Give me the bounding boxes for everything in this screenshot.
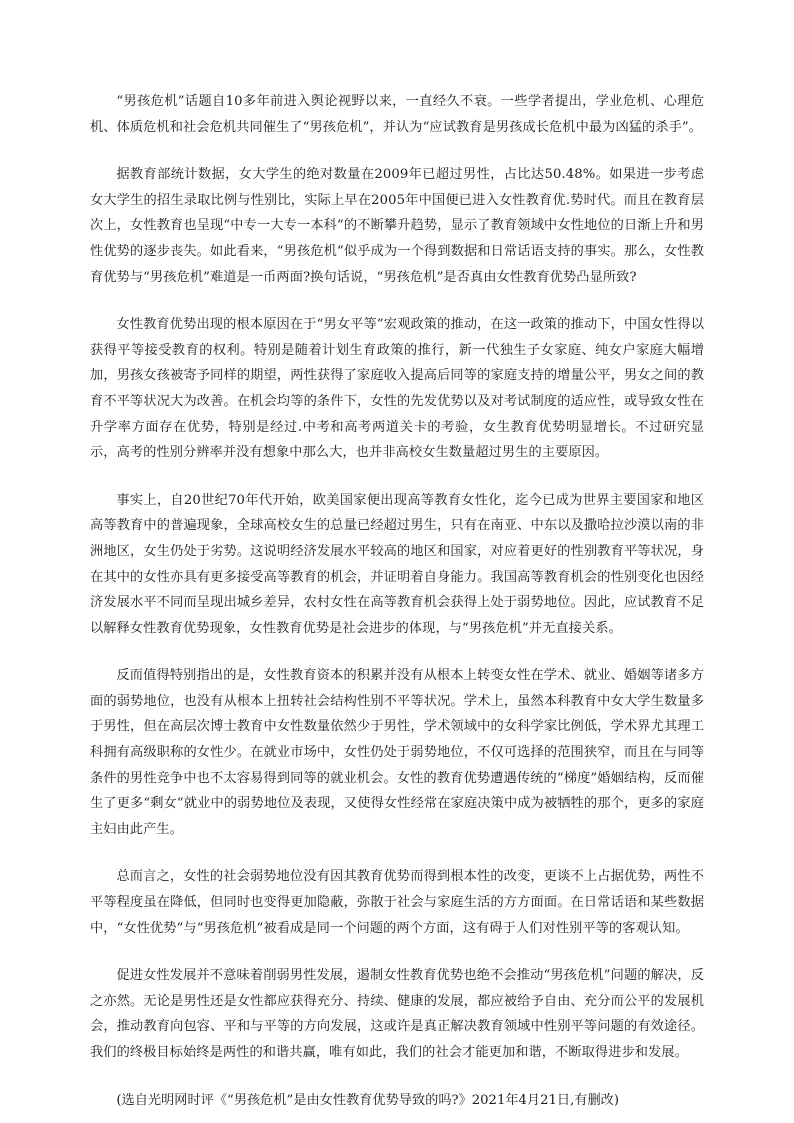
paragraph-2: 据教育部统计数据，女大学生的绝对数量在2009年已超过男性，占比达50.48%。如果进一步考虑女大学生的招生录取比例与性别比，实际上早在2005年中国便已进入女性教育优.势时代。而且在教育层次上，女性教育也呈现“中专一大专一本科”的不断攀升趋势，显示了教育领域中女性地位的日渐上升和男性优势的逐步丧失。如此看来，“男孩危机”似乎成为一个得到数据和日常话语支持的事实。那么，女性教育优势与“男孩危机”难道是一币两面?换句话说，“男孩危机”是否真由女性教育优势凸显所致?	[90, 167, 704, 285]
paragraph-5: 反而值得特别指出的是，女性教育资本的积累并没有从根本上转变女性在学术、就业、婚姻等诸多方面的弱势地位，也没有从根本上扭转社会结构性别不平等状况。学术上，虽然本科教育中女大学生数量多于男性，但在高层次博士教育中女性数量依然少于男性，学术领域中的女科学家比例低，学术界尤其理工科拥有高级职称的女性少。在就业市场中，女性仍处于弱势地位，不仅可选择的范围狭窄，而且在与同等条件的男性竞争中也不太容易得到同等的就业机会。女性的教育优势遭遇传统的“梯度”婚姻结构，反而催生了更多“剩女”就业中的弱势地位及表现，又使得女性经常在家庭决策中成为被牺牲的那个，更多的家庭主妇由此产生。	[90, 668, 704, 837]
source-citation: (选自光明网时评《“男孩危机”是由女性教育优势导致的吗?》2021年4月21日,有删改)	[116, 1092, 619, 1108]
paragraph-7: 促进女性发展并不意味着削弱男性发展，遏制女性教育优势也绝不会推动“男孩危机”问题的解决，反之亦然。无论是男性还是女性都应获得充分、持续、健康的发展，都应被给予自由、充分而公平的发展机会，推动教育向包容、平和与平等的方向发展，这或许是真正解决教育领域中性别平等问题的有效途径。我们的终极目标始终是两性的和谐共赢，唯有如此，我们的社会才能更加和谐，不断取得进步和发展。	[90, 968, 704, 1060]
paragraph-3: 女性教育优势出现的根本原因在于“男女平等”宏观政策的推动，在这一政策的推动下，中国女性得以获得平等接受教育的权利。特别是随着计划生育政策的推行，新一代独生子女家庭、纯女户家庭大幅增加，男孩女孩被寄予同样的期望，两性获得了家庭收入提高后同等的家庭支持的增量公平，男女之间的教育不平等状况大为改善。在机会均等的条件下，女性的先发优势以及对考试制度的适应性，或导致女性在升学率方面存在优势，特别是经过.中考和高考两道关卡的考验，女生教育优势明显增长。不过研究显示，高考的性别分辨率并没有想象中那么大，也并非高校女生数量超过男生的主要原因。	[90, 317, 704, 461]
article-body	[90, 89, 704, 1113]
paragraph-4: 事实上，自20世纪70年代开始，欧美国家便出现高等教育女性化，迄今已成为世界主要国家和地区高等教育中的普遍现象，全球高校女生的总量已经超过男生，只有在南亚、中东以及撒哈拉沙漠以南的非洲地区，女生仍处于劣势。这说明经济发展水平较高的地区和国家，对应着更好的性别教育平等状况，身在其中的女性亦具有更多接受高等教育的机会，并证明着自身能力。我国高等教育机会的性别变化也因经济发展水平不同而呈现出城乡差异，农村女性在高等教育机会获得上处于弱势地位。因此，应试教育不足以解释女性教育优势现象，女性教育优势是社会进步的体现，与“男孩危机”并无直接关系。	[90, 492, 704, 636]
paragraph-1: “男孩危机”话题自10多年前进入舆论视野以来，一直经久不衰。一些学者提出，学业危机、心理危机、体质危机和社会危机共同催生了“男孩危机”，并认为“应试教育是男孩成长危机中最为凶猛的杀手”。	[90, 94, 704, 135]
paragraph-6: 总而言之，女性的社会弱势地位没有因其教育优势而得到根本性的改变，更谈不上占据优势，两性不平等程度虽在降低，但同时也变得更加隐蔽，弥散于社会与家庭生活的方方面面。在日常话语和某些数据中，“女性优势”与“男孩危机”被看成是同一个问题的两个方面，这有碍于人们对性别平等的客观认知。	[90, 869, 704, 936]
